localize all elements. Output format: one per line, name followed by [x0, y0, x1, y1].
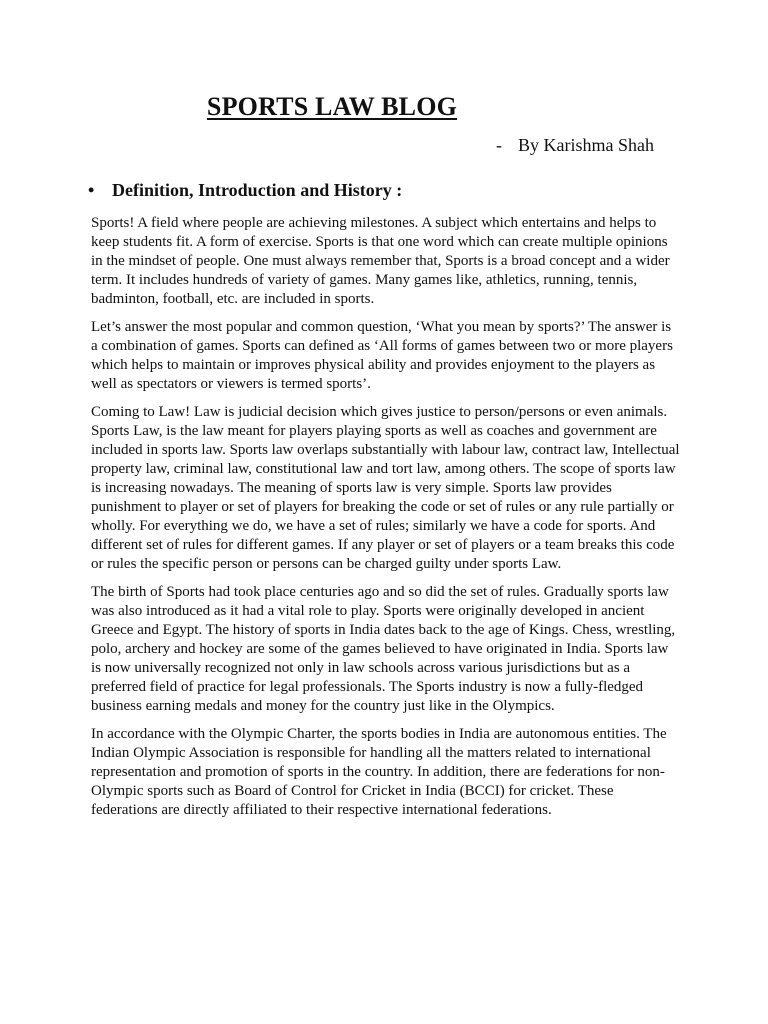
section-heading: [88, 180, 403, 201]
author-name: By Karishma Shah: [518, 135, 654, 155]
article-body: [91, 214, 681, 829]
author-byline: [496, 135, 654, 156]
paragraph-definition: Let’s answer the most popular and common question, ‘What you mean by sports?’ The answer is a combination of games. Sports can defined as ‘All forms of games between two or more players which helps to maintain or improves physical ability and provides enjoyment to the players as well as spectators or viewers is termed sports’.: [91, 319, 673, 392]
section-heading-text: Definition, Introduction and History :: [112, 180, 403, 200]
paragraph-law: Coming to Law! Law is judicial decision which gives justice to person/persons or even animals. Sports Law, is the law meant for players playing sports as well as coaches and government are included in sports law. Sports law overlaps substantially with labour law, contract law, Intellectual property law, criminal law, constitutional law and tort law, among others. The scope of sports law is increasing nowadays. The meaning of sports law is very simple. Sports law provides punishment to player or set of players for breaking the code or set of rules or any rule partially or wholly. For everything we do, we have a set of rules; similarly we have a code for sports. And different set of rules for different games. If any player or set of players or a team breaks this code or rules the specific person or persons can be charged guilty under sports Law.: [91, 404, 680, 572]
bullet-icon: •: [88, 180, 95, 200]
paragraph-olympic-charter: In accordance with the Olympic Charter, the sports bodies in India are autonomous entities. The Indian Olympic Association is responsible for handling all the matters related to international representation and promotion of sports in the country. In addition, there are federations for non-Olympic sports such as Board of Control for Cricket in India (BCCI) for cricket. These federations are directly affiliated to their respective international federations.: [91, 726, 667, 818]
paragraph-history: The birth of Sports had took place centuries ago and so did the set of rules. Gradually sports law was also introduced as it had a vital role to play. Sports were originally developed in ancient Greece and Egypt. The history of sports in India dates back to the age of Kings. Chess, wrestling, polo, archery and hockey are some of the games believed to have originated in India. Sports law is now universally recognized not only in law schools across various jurisdictions but as a preferred field of practice for legal professionals. The Sports industry is now a fully-fledged business earning medals and money for the country just like in the Olympics.: [91, 584, 676, 714]
paragraph-intro: Sports! A field where people are achieving milestones. A subject which entertains and helps to keep students fit. A form of exercise. Sports is that one word which can create multiple opinions in the mindset of people. One must always remember that, Sports is a broad concept and a wider term. It includes hundreds of variety of games. Many games like, athletics, running, tennis, badminton, football, etc. are included in sports.: [91, 215, 670, 307]
page-title: SPORTS LAW BLOG: [206, 92, 458, 121]
byline-dash: -: [496, 135, 502, 155]
